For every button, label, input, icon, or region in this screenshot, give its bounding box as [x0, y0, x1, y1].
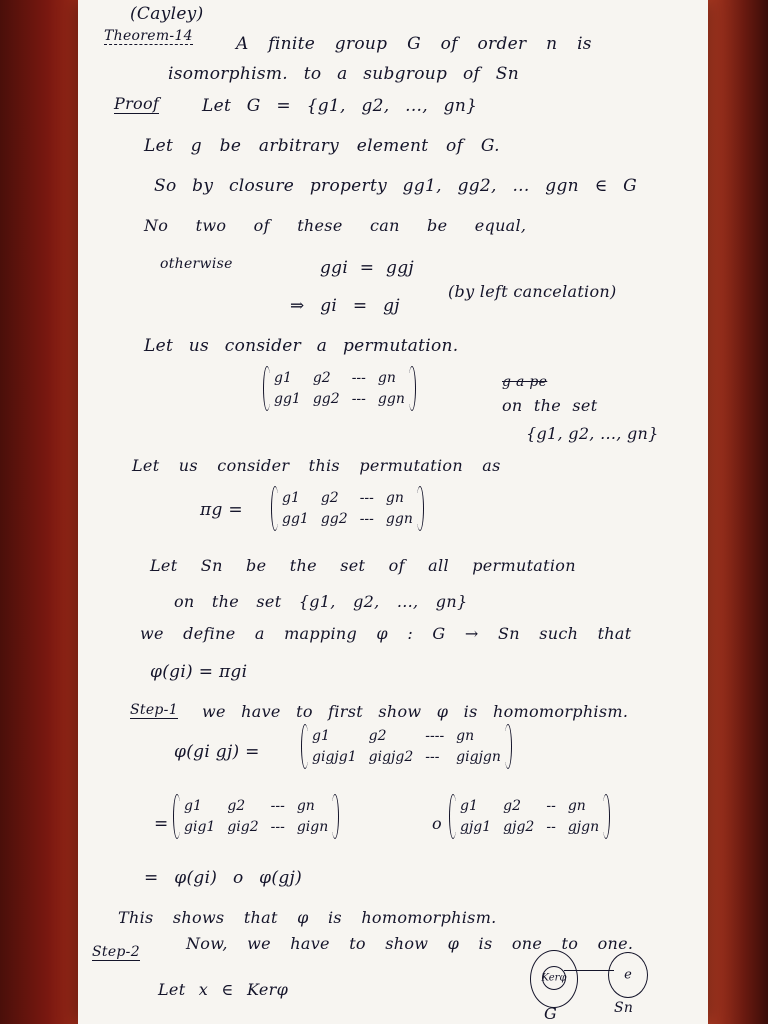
step1-text: we have to first show φ is homomorphism.	[202, 702, 629, 721]
perm3-bottom-4: gigjgn	[456, 749, 501, 765]
proof-line-arbitrary: Let g be arbitrary element of G.	[144, 136, 500, 156]
perm3-bottom-2: gigjg2	[368, 749, 414, 765]
proof-line-closure: So by closure property gg1, gg2, ... ggn ∈ G	[154, 176, 638, 196]
perm4-top-2: g2	[227, 798, 246, 814]
perm5-top-1: g1	[460, 798, 478, 814]
perm4-top-3: ---	[270, 798, 285, 814]
permutation-matrix-1	[264, 370, 415, 407]
group-g-circle	[530, 950, 578, 1008]
perm1-top-2: g2	[312, 370, 331, 386]
proof-line-sn: Let Sn be the set of all permutation	[150, 556, 576, 575]
perm3-top-2: g2	[368, 728, 387, 744]
proof-line-phi-def: φ(gi) = πgi	[150, 662, 248, 682]
perm2-bottom-4: ggn	[385, 511, 413, 527]
perm2-top-1: g1	[282, 490, 300, 506]
permutation-matrix-3	[302, 728, 511, 765]
sn-set-label: Sn	[614, 1000, 634, 1016]
proof-eq-ggi: ggi = ggj	[320, 258, 414, 278]
proof-left-cancelation: (by left cancelation)	[448, 282, 617, 301]
permutation-matrix-2	[272, 490, 423, 527]
g-set-label: G	[544, 1004, 558, 1023]
perm3-bottom-1: gigjg1	[312, 749, 357, 765]
step1-lhs: φ(gi gj) =	[174, 742, 260, 762]
sn-circle	[608, 952, 648, 998]
theorem-label: Theorem-14	[104, 28, 193, 44]
perm3-top-3: ----	[425, 728, 445, 744]
perm4-bottom-4: gign	[296, 819, 329, 835]
crossed-out-note: g a pe	[502, 374, 548, 390]
theorem-statement-line2: isomorphism. to a subgroup of Sn	[168, 64, 519, 84]
proof-line-consider-as: Let us consider this permutation as	[132, 456, 501, 475]
perm3-top-1: g1	[312, 728, 330, 744]
perm3-bottom-3: ---	[425, 749, 440, 765]
pi-g-label: πg =	[200, 500, 243, 520]
proof-label: Proof	[114, 94, 160, 113]
perm5-bottom-4: gjgn	[567, 819, 600, 835]
perm1-bottom-2: gg2	[312, 391, 340, 407]
identity-e-label: e	[624, 967, 632, 983]
permutation-matrix-5	[450, 798, 609, 835]
perm2-top-2: g2	[320, 490, 339, 506]
permutation-matrix-4	[174, 798, 338, 835]
perm5-bottom-3: --	[546, 819, 556, 835]
perm5-bottom-1: gjg1	[460, 819, 492, 835]
step1-result: = φ(gi) o φ(gj)	[144, 868, 302, 888]
proof-line-set: Let G = {g1, g2, ..., gn}	[202, 96, 478, 116]
proof-line-no-two: No two of these can be equal,	[144, 216, 527, 235]
step2-text: Now, we have to show φ is one to one.	[186, 934, 634, 953]
proof-line-mapping: we define a mapping φ : G → Sn such that	[140, 624, 632, 643]
table-edge-right	[708, 0, 768, 1024]
mapping-line	[564, 970, 614, 971]
step1-equals: =	[154, 814, 169, 834]
proof-implies: ⇒ gi = gj	[290, 296, 400, 316]
notebook-page	[78, 0, 708, 1024]
proof-line-consider: Let us consider a permutation.	[144, 336, 459, 356]
on-the-set-label: on the set	[502, 396, 598, 415]
perm1-bottom-4: ggn	[377, 391, 405, 407]
perm1-bottom-3: ---	[351, 391, 366, 407]
perm1-top-3: ---	[351, 370, 366, 386]
table-edge-left	[0, 0, 88, 1024]
perm3-top-4: gn	[456, 728, 475, 744]
set-g-notation: {g1, g2, ..., gn}	[526, 424, 659, 443]
perm5-bottom-2: gjg2	[503, 819, 535, 835]
perm4-bottom-3: ---	[270, 819, 285, 835]
step1-conclusion: This shows that φ is homomorphism.	[118, 908, 497, 927]
perm1-top-4: gn	[377, 370, 396, 386]
perm4-bottom-2: gig2	[227, 819, 259, 835]
perm2-top-4: gn	[385, 490, 404, 506]
kernel-circle	[542, 966, 566, 990]
theorem-statement-line1: A finite group G of order n is	[236, 34, 592, 54]
kernel-label: Kerφ	[541, 972, 567, 984]
perm4-top-1: g1	[184, 798, 202, 814]
perm4-top-4: gn	[296, 798, 315, 814]
perm4-bottom-1: gig1	[184, 819, 216, 835]
perm5-top-3: --	[546, 798, 556, 814]
perm1-bottom-1: gg1	[274, 391, 301, 407]
proof-line-otherwise: otherwise	[160, 256, 233, 272]
perm5-top-4: gn	[567, 798, 586, 814]
cayley-tag: (Cayley)	[130, 4, 204, 24]
compose-operator: o	[432, 814, 442, 833]
perm2-bottom-1: gg1	[282, 511, 309, 527]
perm5-top-2: g2	[503, 798, 522, 814]
perm1-top-1: g1	[274, 370, 292, 386]
perm2-bottom-3: ---	[359, 511, 374, 527]
perm2-top-3: ---	[359, 490, 374, 506]
proof-line-on-set: on the set {g1, g2, ..., gn}	[174, 592, 468, 611]
step2-label: Step-2	[92, 944, 140, 960]
step2-let-line: Let x ∈ Kerφ	[158, 980, 289, 999]
step1-label: Step-1	[130, 702, 178, 718]
perm2-bottom-2: gg2	[320, 511, 348, 527]
